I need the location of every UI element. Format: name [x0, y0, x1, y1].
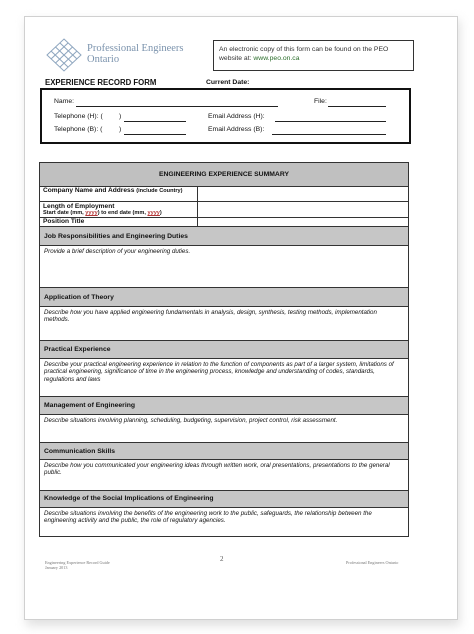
form-title: EXPERIENCE RECORD FORM: [45, 78, 157, 87]
section-title: Application of Theory: [44, 294, 114, 301]
applicant-info-box: [40, 88, 411, 144]
section-title: Knowledge of the Social Implications of Engineering: [44, 495, 214, 502]
experience-summary-table: [39, 162, 409, 537]
electronic-copy-notice: [213, 40, 414, 71]
length-note-yyyy-2: yyyy: [147, 210, 160, 216]
length-note: [43, 210, 162, 218]
org-line-1: Professional Engineers: [87, 43, 184, 54]
section-body-communication[interactable]: [40, 460, 408, 491]
file-field[interactable]: [328, 106, 386, 107]
document-page: [24, 16, 458, 620]
footer-right: Professional Engineers Ontario: [346, 560, 399, 565]
position-row: [40, 218, 408, 227]
section-header-social: [40, 491, 408, 508]
email-home-field[interactable]: [275, 121, 386, 122]
section-header-practical: [40, 341, 408, 359]
company-note: (include Country): [136, 188, 183, 194]
section-description: Describe how you have applied engineering fundamentals in analysis, design, synthesis, testing methods, implementation methods.: [44, 309, 377, 324]
length-label-cell: [40, 202, 198, 217]
org-line-2: Ontario: [87, 54, 120, 65]
company-row: [40, 186, 408, 202]
telephone-business-label: Telephone (B): (: [54, 126, 103, 133]
section-title: Job Responsibilities and Engineering Duties: [44, 233, 188, 240]
section-header-communication: [40, 443, 408, 460]
section-title: Practical Experience: [44, 346, 111, 353]
company-label: [43, 187, 183, 196]
file-label: File:: [314, 98, 327, 105]
length-label: Length of Employment: [43, 203, 115, 210]
position-value-cell[interactable]: [198, 218, 408, 226]
email-business-label: Email Address (B):: [208, 126, 265, 133]
position-label-cell: [40, 218, 198, 226]
peo-logo: [45, 37, 205, 77]
footer-left: [45, 560, 110, 570]
section-header-job: [40, 227, 408, 246]
section-body-theory[interactable]: [40, 307, 408, 341]
section-description: Describe your practical engineering experience in relation to the function of components as part of a larger system, limitations of practical engineering, significance of time in the engineering process, knowledge and understanding of codes, standards, regulations and laws: [44, 361, 394, 383]
diamond-grid-icon: [45, 37, 83, 73]
notice-text: An electronic copy of this form can be found on the PEO website at:: [219, 46, 389, 62]
company-value-cell[interactable]: [198, 186, 408, 201]
telephone-business-field[interactable]: [124, 134, 186, 135]
telephone-home-field[interactable]: [124, 121, 186, 122]
summary-title: ENGINEERING EXPERIENCE SUMMARY: [40, 163, 408, 187]
length-note-c: ): [159, 210, 162, 216]
section-description: Describe situations involving the benefits of the engineering work to the public, safeguards, the relationship between the engineering activity and the public, the role of regulatory agencies.: [44, 510, 372, 525]
section-body-management[interactable]: [40, 415, 408, 443]
current-date-label: Current Date:: [206, 79, 250, 86]
org-name: [87, 43, 184, 65]
section-body-job[interactable]: [40, 246, 408, 288]
position-label: Position Title: [43, 218, 85, 225]
company-label-text: Company Name and Address: [43, 187, 135, 194]
name-field[interactable]: [76, 106, 278, 107]
length-note-a: Start date (mm,: [43, 210, 86, 216]
telephone-home-label: Telephone (H): (: [54, 113, 103, 120]
company-label-cell: [40, 186, 198, 201]
length-note-yyyy-1: yyyy: [85, 210, 98, 216]
footer-date: January 2013: [45, 565, 68, 570]
footer-guide-name: Engineering Experience Record Guide: [45, 560, 110, 565]
name-label: Name:: [54, 98, 75, 105]
page-number: 2: [220, 555, 224, 563]
telephone-home-close: ): [119, 113, 122, 120]
length-row: [40, 202, 408, 218]
telephone-business-close: ): [119, 126, 122, 133]
section-description: Describe how you communicated your engineering ideas through written work, oral presentations, presentations to the general public.: [44, 462, 390, 477]
section-header-theory: [40, 288, 408, 307]
section-body-practical[interactable]: [40, 359, 408, 397]
section-description: Provide a brief description of your engineering duties.: [44, 248, 191, 255]
email-business-field[interactable]: [272, 134, 386, 135]
email-home-label: Email Address (H):: [208, 113, 265, 120]
peo-website-link[interactable]: www.peo.on.ca: [253, 55, 300, 62]
section-title: Management of Engineering: [44, 402, 136, 409]
section-body-social[interactable]: [40, 508, 408, 536]
section-header-management: [40, 397, 408, 415]
length-value-cell[interactable]: [198, 202, 408, 217]
section-title: Communication Skills: [44, 448, 116, 455]
section-description: Describe situations involving planning, scheduling, budgeting, supervision, project control, risk assessment.: [44, 417, 338, 424]
length-note-b: ) to end date (mm,: [97, 210, 148, 216]
